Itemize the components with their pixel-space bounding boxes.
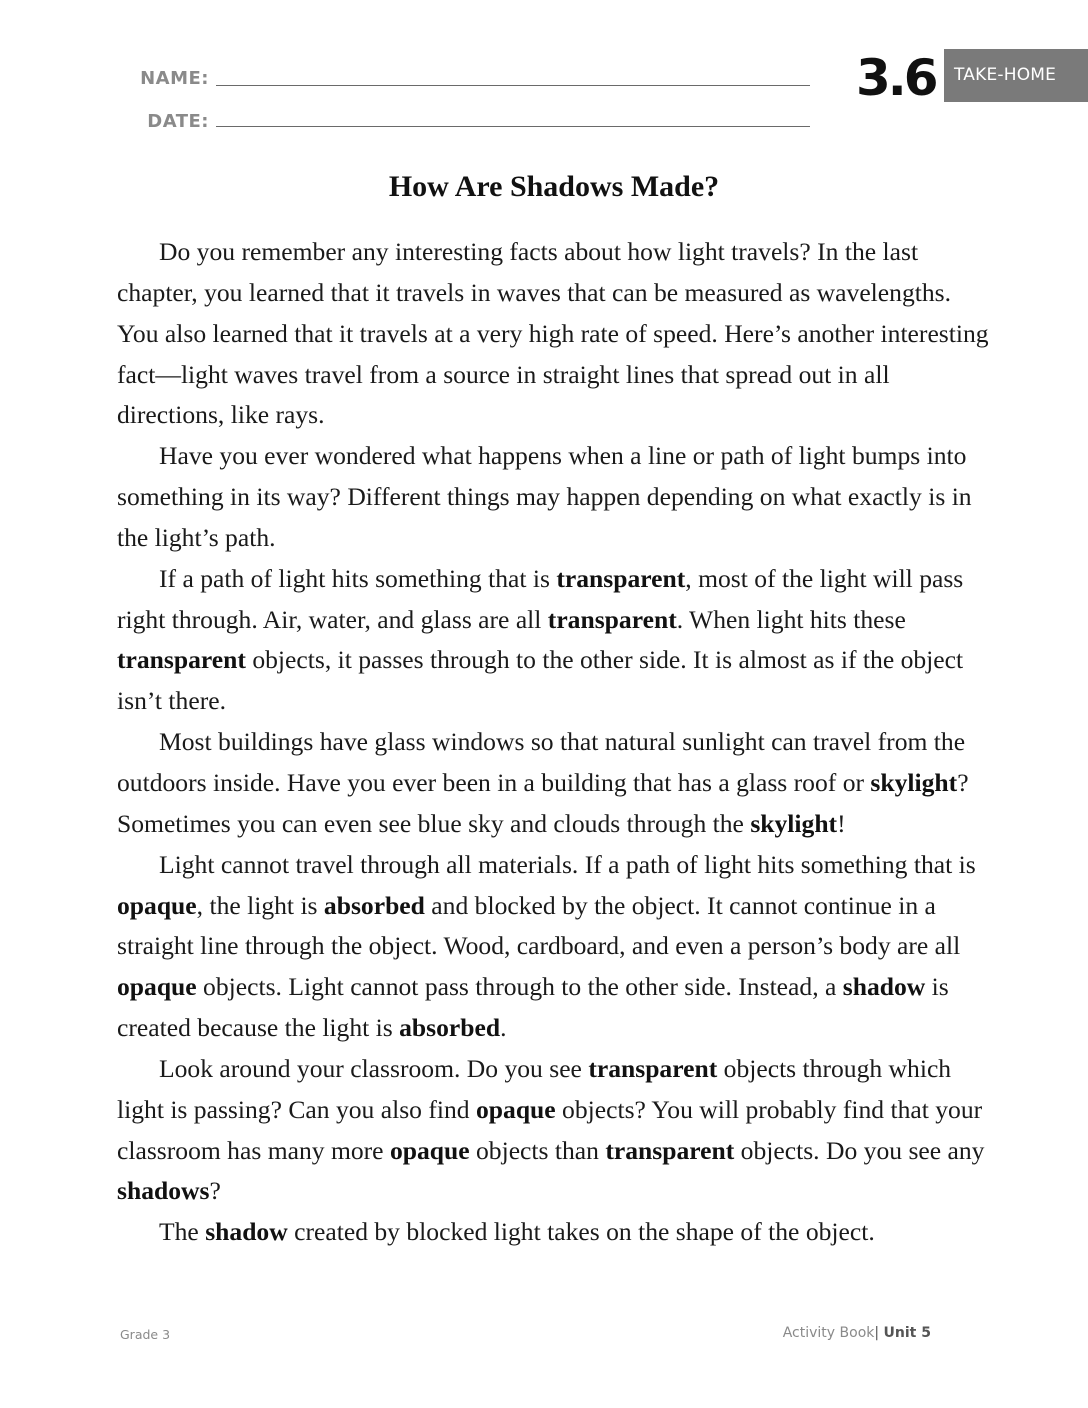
take-home-tag xyxy=(944,49,1088,102)
vocabulary-term: opaque xyxy=(117,972,197,1002)
text-run: objects through which light is passing? Can you also find xyxy=(117,1053,952,1124)
paragraph xyxy=(117,722,997,845)
footer-book-info xyxy=(783,1325,931,1341)
paragraph xyxy=(117,436,997,559)
text-run: and blocked by the object. It cannot continue in a straight line through the object. Wood, cardboard, and even a person’s body are all xyxy=(117,890,961,961)
take-home-label: TAKE-HOME xyxy=(954,65,1057,85)
vocabulary-term: opaque xyxy=(117,890,197,920)
name-label: NAME: xyxy=(140,68,209,89)
vocabulary-term: skylight xyxy=(870,767,958,797)
text-run: objects? You will probably find that your classroom has many more xyxy=(117,1094,983,1165)
vocabulary-term: skylight xyxy=(750,808,838,838)
footer-unit: Unit 5 xyxy=(883,1325,931,1341)
paragraph xyxy=(117,232,997,436)
text-run: . When light hits these xyxy=(676,604,906,634)
vocabulary-term: absorbed xyxy=(323,890,425,920)
text-run: ? Sometimes you can even see blue sky and clouds through the xyxy=(117,767,969,838)
vocabulary-term: shadow xyxy=(205,1217,288,1247)
text-run: created by blocked light takes on the shape of the object. xyxy=(287,1217,875,1247)
text-run: If a path of light hits something that is xyxy=(159,563,557,593)
text-run: , most of the light will pass right through. Air, water, and glass are all xyxy=(117,563,964,634)
footer-grade: Grade 3 xyxy=(120,1327,171,1342)
text-run: objects. Do you see any xyxy=(734,1135,985,1165)
paragraph xyxy=(117,559,997,722)
footer-book: Activity Book xyxy=(782,1325,875,1341)
article-body xyxy=(117,232,997,1253)
text-run: objects than xyxy=(469,1135,606,1165)
text-run: , the light is xyxy=(196,890,324,920)
page-title: How Are Shadows Made? xyxy=(388,170,720,203)
text-run: objects. Light cannot pass through to the other side. Instead, a xyxy=(196,972,843,1002)
date-line xyxy=(216,126,810,127)
vocabulary-term: shadows xyxy=(117,1176,210,1206)
vocabulary-term: transparent xyxy=(588,1053,718,1083)
vocabulary-term: absorbed xyxy=(399,1013,501,1043)
text-run: . xyxy=(500,1013,507,1043)
footer-separator: | xyxy=(874,1325,880,1341)
vocabulary-term: transparent xyxy=(117,645,246,675)
vocabulary-term: transparent xyxy=(556,563,686,593)
text-run: is created because the light is xyxy=(117,972,949,1043)
text-run: The xyxy=(159,1217,206,1247)
text-run: Look around your classroom. Do you see xyxy=(159,1053,589,1083)
vocabulary-term: opaque xyxy=(476,1094,556,1124)
text-run: Do you remember any interesting facts about how light travels? In the last chapter, you learned that it travels in waves that can be measured as wavelengths. You also learned that it travels at a very high rate of speed. Here’s another interesting fact—light waves travel from a source in straight lines that spread out in all directions, like rays. xyxy=(117,237,989,430)
paragraph xyxy=(117,1049,997,1212)
vocabulary-term: opaque xyxy=(389,1135,470,1165)
text-run: Light cannot travel through all materials. If a path of light hits something that is xyxy=(159,849,976,879)
vocabulary-term: shadow xyxy=(842,972,926,1002)
vocabulary-term: transparent xyxy=(605,1135,735,1165)
vocabulary-term: transparent xyxy=(547,604,677,634)
text-run: Have you ever wondered what happens when a line or path of light bumps into something in its way? Different things may happen depending on what exactly is in the light’s path. xyxy=(117,441,972,552)
paragraph xyxy=(117,1212,997,1253)
text-run: Most buildings have glass windows so that natural sunlight can travel from the outdoors inside. Have you ever been in a building that has a glass roof or xyxy=(117,727,966,797)
paragraph xyxy=(117,845,997,1049)
text-run: ! xyxy=(837,808,846,838)
text-run: objects, it passes through to the other side. It is almost as if the object isn’t there. xyxy=(117,645,964,716)
lesson-number: 3.6 xyxy=(856,49,936,107)
date-label: DATE: xyxy=(147,111,209,132)
name-line xyxy=(216,85,810,86)
text-run: ? xyxy=(209,1176,221,1206)
